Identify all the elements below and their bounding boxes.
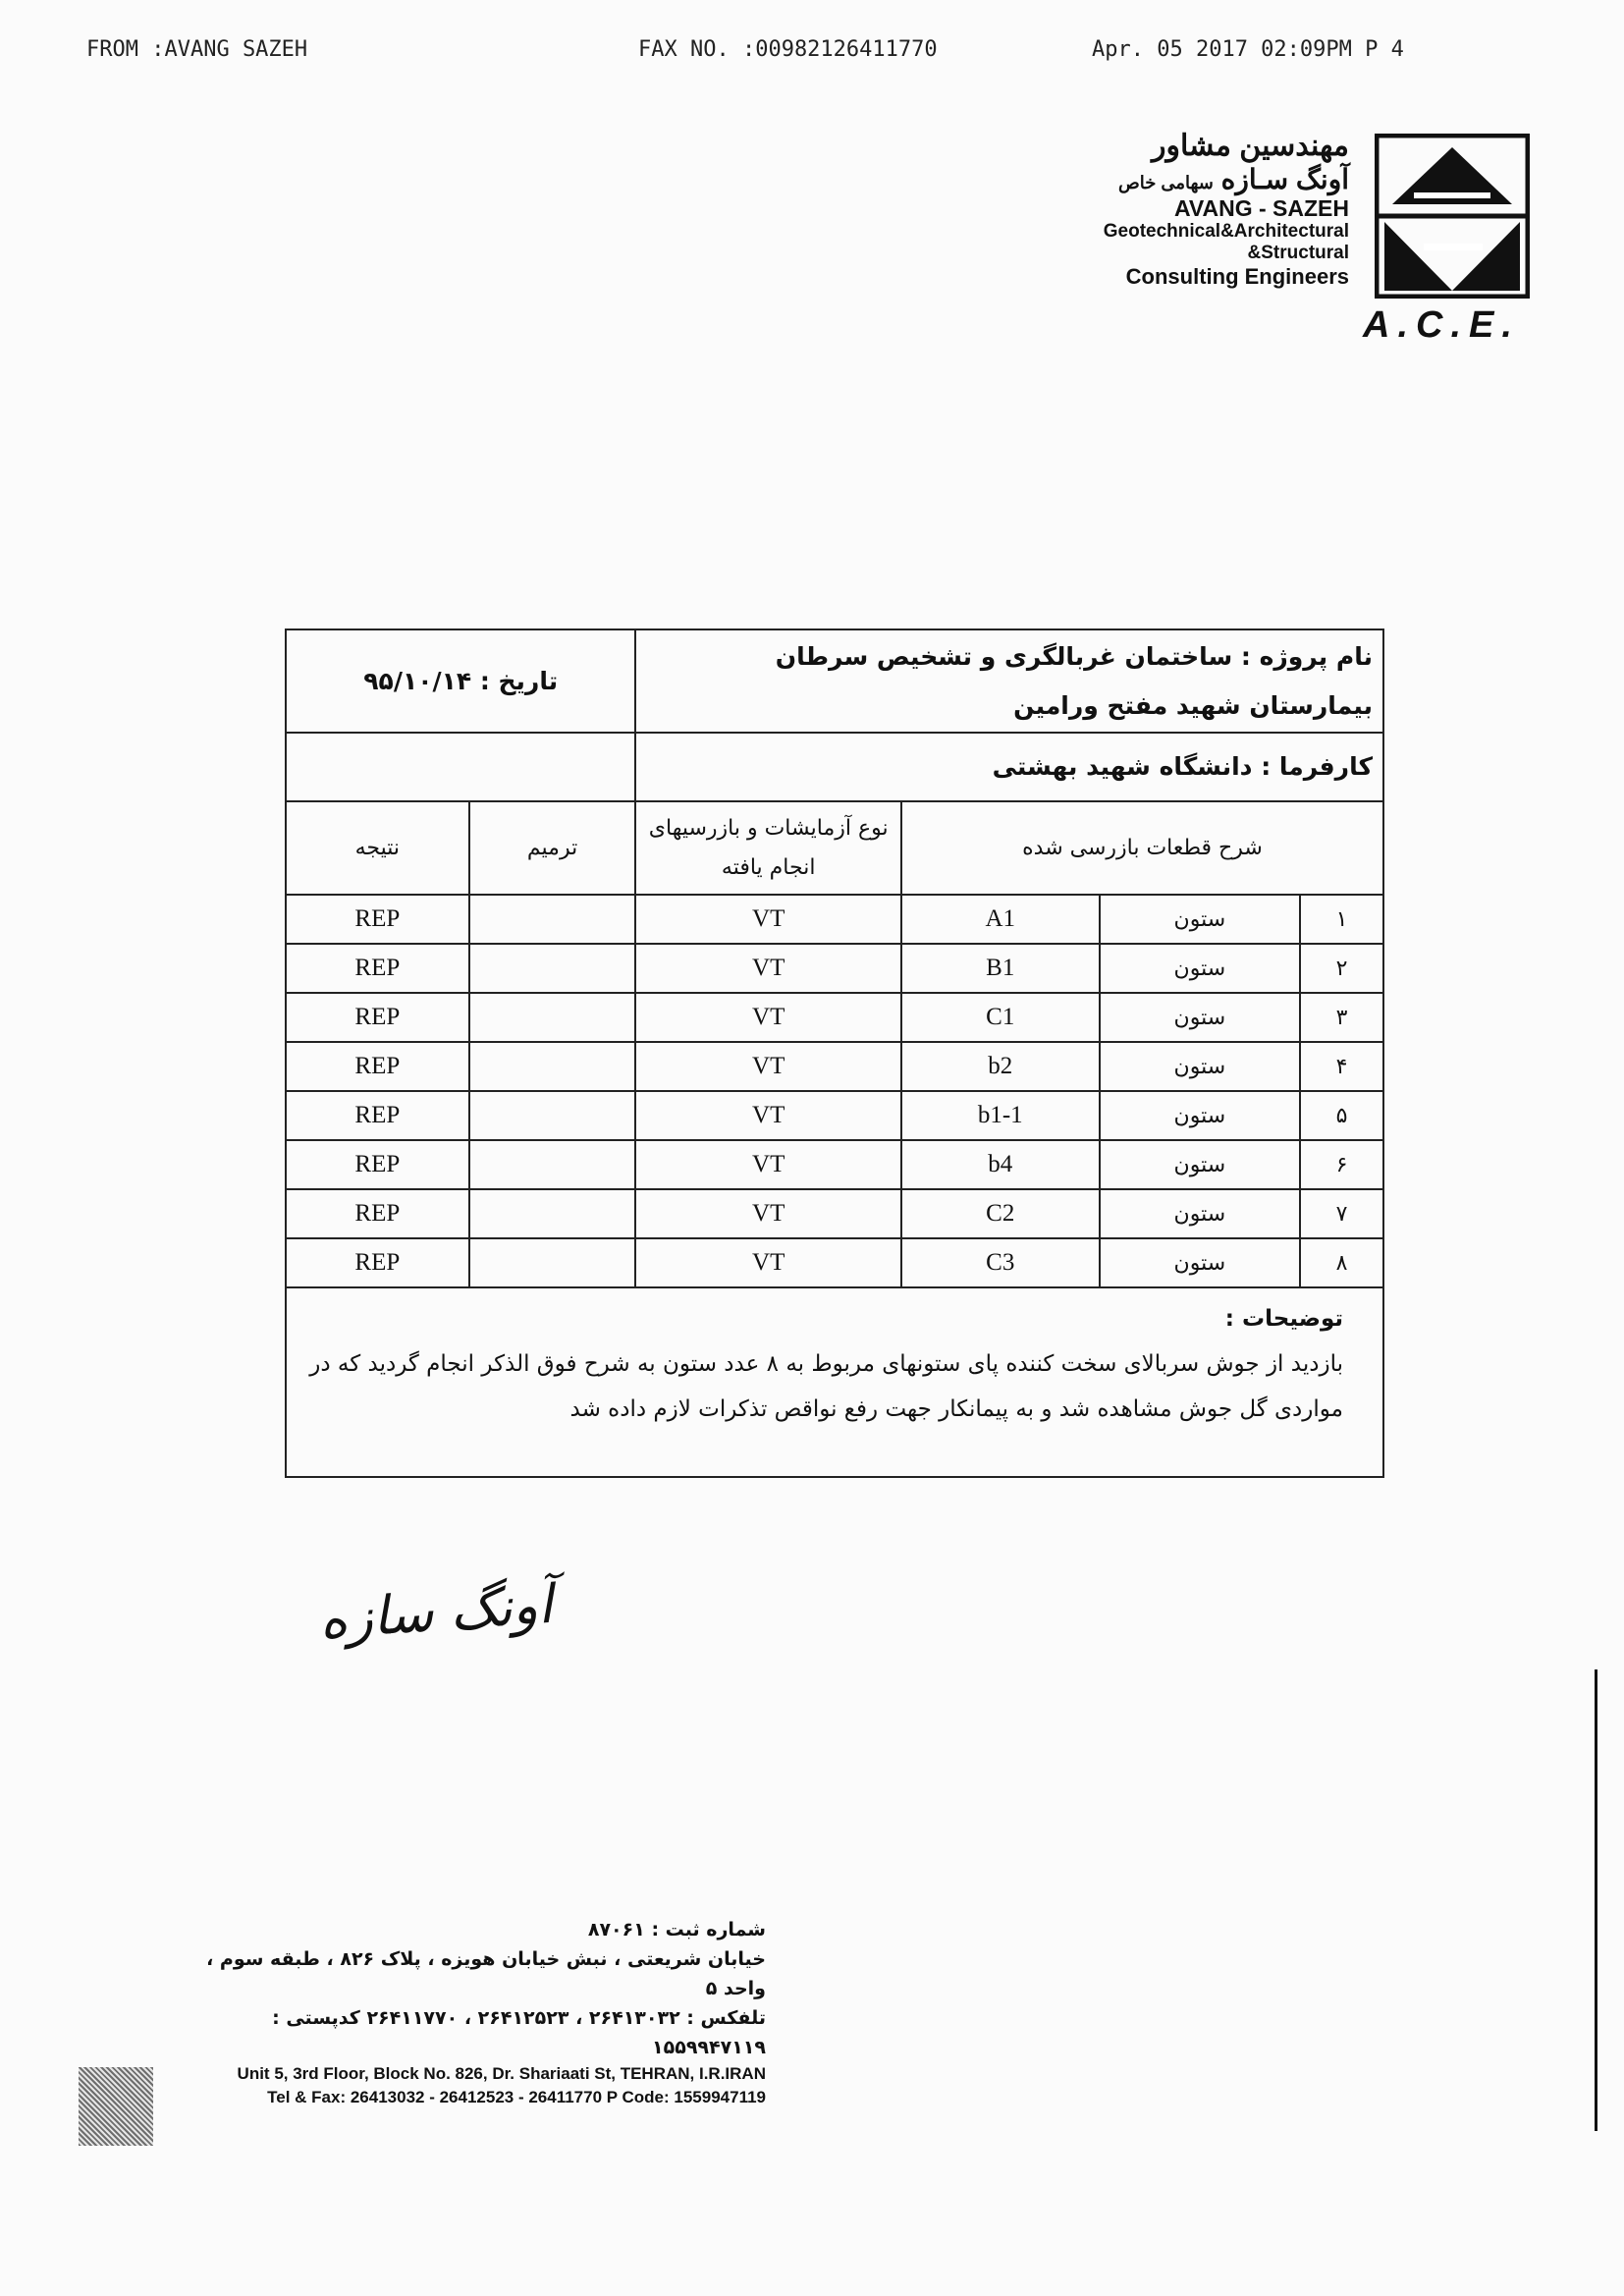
element-type: ستون <box>1100 1189 1301 1238</box>
repair <box>469 993 636 1042</box>
table-row <box>286 944 1383 993</box>
letterhead-en-name: AVANG - SAZEH <box>1173 194 1349 221</box>
test-type: VT <box>635 1140 901 1189</box>
project-name: نام پروژه : ساختمان غربالگری و تشخیص سرطان بیمارستان شهید مفتح ورامین <box>635 629 1383 733</box>
test-type: VT <box>635 1238 901 1287</box>
ace-logo-icon <box>1375 134 1530 299</box>
test-type: VT <box>635 895 901 944</box>
repair <box>469 895 636 944</box>
element-type: ستون <box>1100 1042 1301 1091</box>
header-repair: ترمیم <box>469 801 636 895</box>
row-number: ۲ <box>1300 944 1383 993</box>
notes-text: بازدید از جوش سربالای سخت کننده پای ستونهای مربوط به ۸ عدد ستون به شرح فوق الذکر انجام گردید که در مواردی گل جوش مشاهده شد و به پیمانکار جهت رفع نواقص تذکرات لازم داده شد <box>309 1351 1343 1422</box>
element-code: C1 <box>901 993 1100 1042</box>
repair <box>469 1238 636 1287</box>
result: REP <box>286 1140 469 1189</box>
header-description: شرح قطعات بازرسی شده <box>901 801 1383 895</box>
result: REP <box>286 1238 469 1287</box>
element-type: ستون <box>1100 1140 1301 1189</box>
empty-cell <box>286 733 635 801</box>
footer <box>175 1915 766 2109</box>
test-type: VT <box>635 944 901 993</box>
row-number: ۳ <box>1300 993 1383 1042</box>
ace-acronym: A.C.E. <box>1363 304 1520 346</box>
client-name: کارفرما : دانشگاه شهید بهشتی <box>635 733 1383 801</box>
result: REP <box>286 1189 469 1238</box>
element-type: ستون <box>1100 944 1301 993</box>
fa-suffix: سهامی خاص <box>1118 172 1214 192</box>
fa-name: آونگ سـازه <box>1220 163 1349 194</box>
element-type: ستون <box>1100 993 1301 1042</box>
table-row <box>286 895 1383 944</box>
element-type: ستون <box>1100 895 1301 944</box>
row-number: ۶ <box>1300 1140 1383 1189</box>
element-type: ستون <box>1100 1091 1301 1140</box>
element-code: b1-1 <box>901 1091 1100 1140</box>
notes-label: توضیحات : <box>1224 1306 1343 1332</box>
letterhead-en-line2: &Structural <box>1247 242 1349 263</box>
element-code: C3 <box>901 1238 1100 1287</box>
letterhead-fa-name <box>1104 164 1349 195</box>
result: REP <box>286 944 469 993</box>
address-en: Unit 5, 3rd Floor, Block No. 826, Dr. Shariaati St, TEHRAN, I.R.IRAN <box>237 2064 766 2083</box>
table-row <box>286 1140 1383 1189</box>
element-code: A1 <box>901 895 1100 944</box>
notes-cell <box>286 1287 1383 1477</box>
phone-en: Tel & Fax: 26413032 - 26412523 - 26411770 P Code: 1559947119 <box>267 2088 766 2106</box>
element-code: C2 <box>901 1189 1100 1238</box>
test-type: VT <box>635 1042 901 1091</box>
phone-fa: تلفکس : ۲۶۴۱۳۰۳۲ ، ۲۶۴۱۲۵۲۳ ، ۲۶۴۱۱۷۷۰ کدپستی : ۱۵۵۹۹۴۷۱۱۹ <box>272 2007 766 2058</box>
result: REP <box>286 993 469 1042</box>
test-type: VT <box>635 993 901 1042</box>
repair <box>469 1189 636 1238</box>
table-row <box>286 1042 1383 1091</box>
repair <box>469 1091 636 1140</box>
table-row <box>286 993 1383 1042</box>
fax-date: Apr. 05 2017 02:09PM P 4 <box>1092 37 1404 62</box>
fax-number: FAX NO. :00982126411770 <box>638 37 938 62</box>
signature: آونگ سازه <box>317 1572 555 1652</box>
element-type: ستون <box>1100 1238 1301 1287</box>
letterhead-en-line3: Consulting Engineers <box>1125 263 1349 289</box>
test-type: VT <box>635 1091 901 1140</box>
row-number: ۱ <box>1300 895 1383 944</box>
result: REP <box>286 1042 469 1091</box>
row-number: ۸ <box>1300 1238 1383 1287</box>
row-number: ۵ <box>1300 1091 1383 1140</box>
inspection-report-table <box>285 629 1384 1478</box>
result: REP <box>286 895 469 944</box>
letterhead-text <box>1104 130 1349 289</box>
header-test-type: نوع آزمایشات و بازرسیهای انجام یافته <box>635 801 901 895</box>
element-code: b2 <box>901 1042 1100 1091</box>
letterhead-en-line1: Geotechnical&Architectural <box>1103 221 1349 243</box>
element-code: b4 <box>901 1140 1100 1189</box>
report-date: تاریخ : ۹۵/۱۰/۱۴ <box>286 629 635 733</box>
header-result: نتیجه <box>286 801 469 895</box>
result: REP <box>286 1091 469 1140</box>
letterhead-fa-title: مهندسین مشاور <box>1151 130 1349 162</box>
row-number: ۴ <box>1300 1042 1383 1091</box>
repair <box>469 1140 636 1189</box>
qr-code-icon <box>79 2067 153 2146</box>
repair <box>469 1042 636 1091</box>
table-row <box>286 1091 1383 1140</box>
element-code: B1 <box>901 944 1100 993</box>
address-fa: خیابان شریعتی ، نبش خیابان هویزه ، پلاک ۸۲۶ ، طبقه سوم ، واحد ۵ <box>206 1948 766 1999</box>
fax-from: FROM :AVANG SAZEH <box>86 37 308 62</box>
table-row <box>286 1238 1383 1287</box>
repair <box>469 944 636 993</box>
scan-edge-line <box>1595 1669 1597 2131</box>
test-type: VT <box>635 1189 901 1238</box>
registration-number: شماره ثبت : ۸۷۰۶۱ <box>587 1919 766 1941</box>
table-row <box>286 1189 1383 1238</box>
row-number: ۷ <box>1300 1189 1383 1238</box>
